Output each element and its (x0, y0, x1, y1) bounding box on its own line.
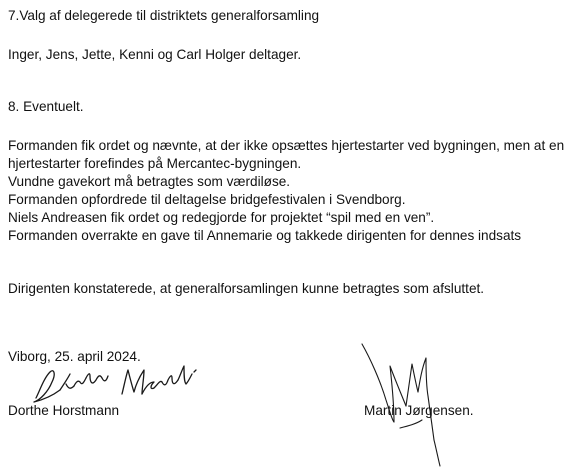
item8-line-2: hjertestarter forefindes på Mercantec-bygningen. (8, 156, 302, 171)
item7-body: Inger, Jens, Jette, Kenni og Carl Holger deltager. (8, 47, 302, 62)
item8-line-3: Vundne gavekort må betragtes som værdiløse. (8, 174, 291, 189)
item8-heading: 8. Eventuelt. (8, 99, 84, 114)
item7-heading: 7.Valg af delegerede til distriktets generalforsamling (8, 8, 320, 23)
item8-line-1: Formanden fik ordet og nævnte, at der ikke opsættes hjertestarter ved bygningen, men at en (8, 138, 565, 153)
closing-statement: Dirigenten konstaterede, at generalforsamlingen kunne betragtes som afsluttet. (8, 281, 485, 296)
item8-line-5: Niels Andreasen fik ordet og redegjorde for projektet “spil med en ven”. (8, 210, 435, 225)
item8-line-6: Formanden overrakte en gave til Annemarie og takkede dirigenten for dennes indsats (8, 228, 522, 243)
item8-line-4: Formanden opfordrede til deltagelse bridgefestivalen i Svendborg. (8, 192, 406, 207)
signatory-right-name: Martin Jørgensen. (364, 403, 474, 418)
place-date: Viborg, 25. april 2024. (8, 349, 141, 364)
signatory-left-name: Dorthe Horstmann (8, 403, 120, 418)
